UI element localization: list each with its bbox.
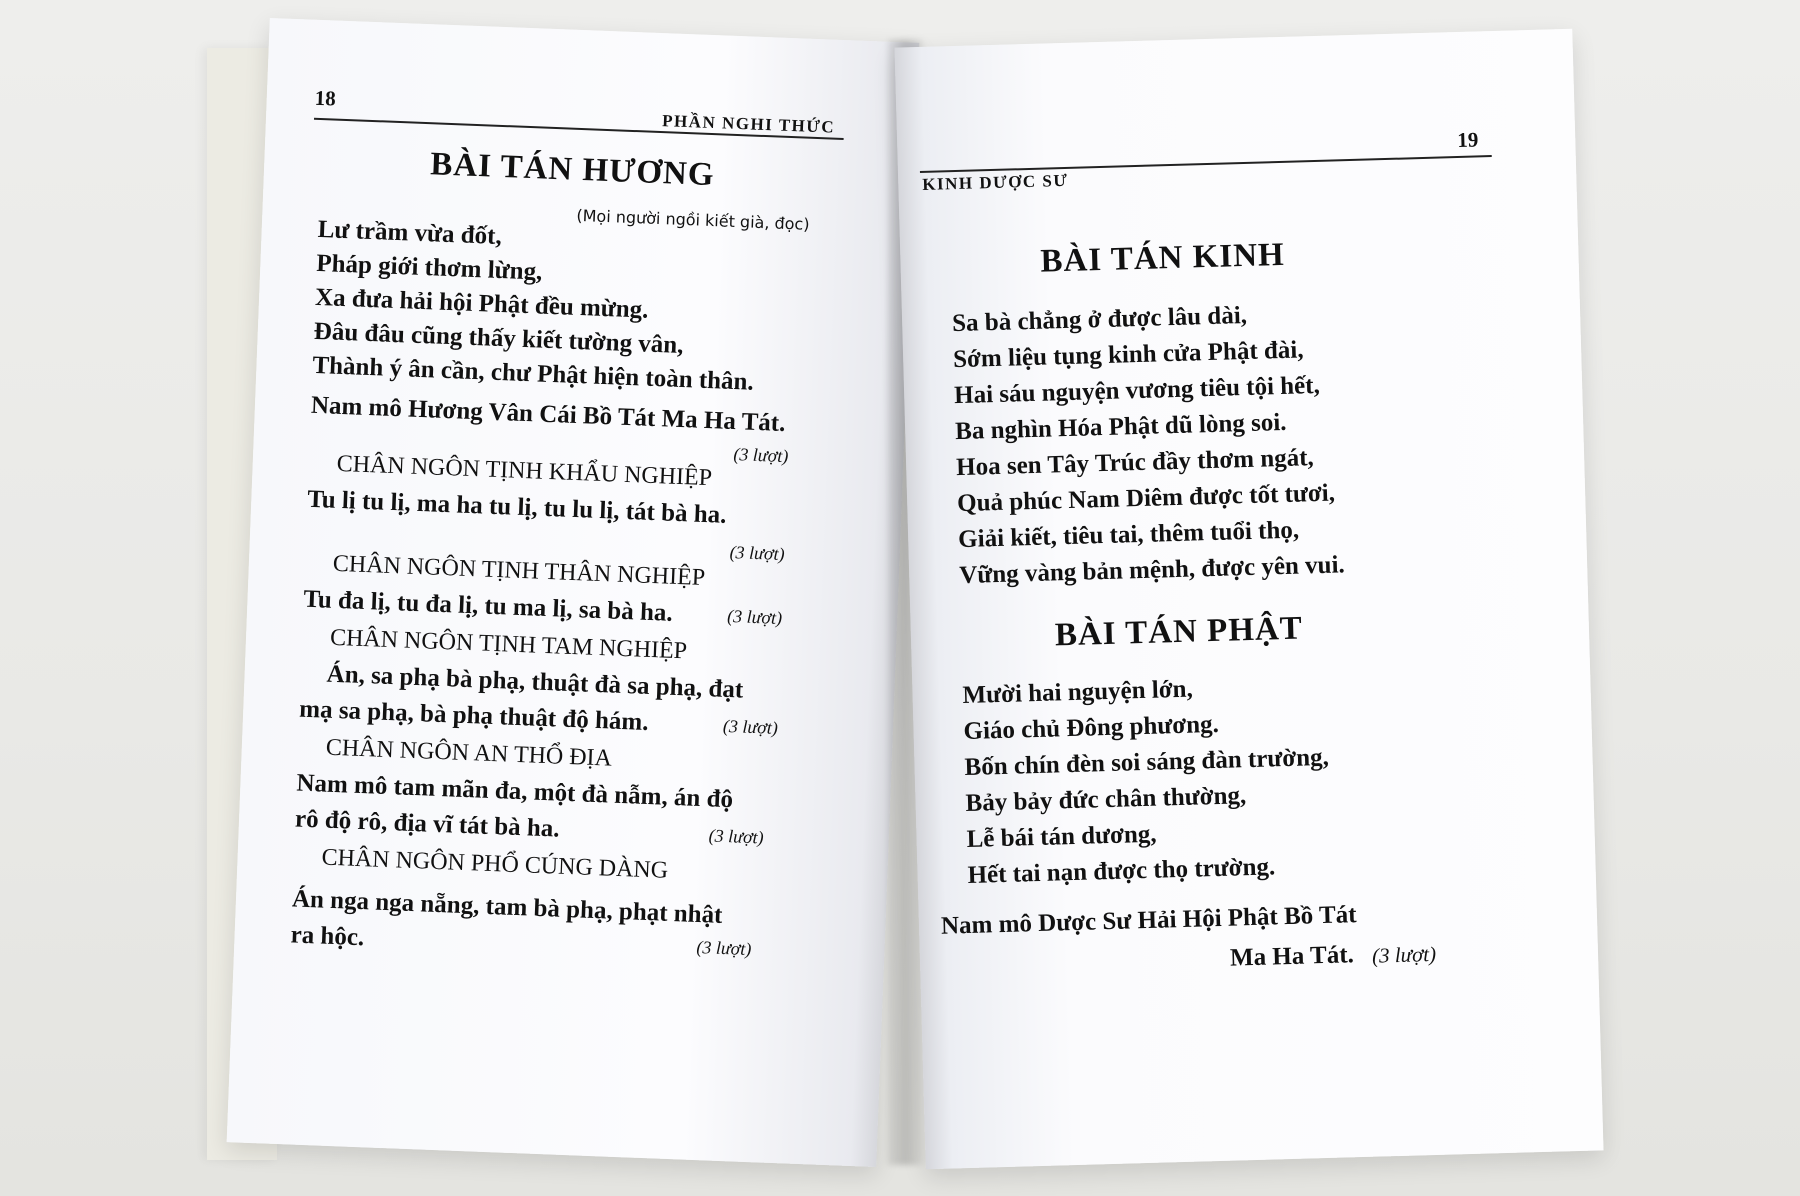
verse-line: Lễ bái tán dương,	[966, 820, 1157, 853]
right-page	[894, 29, 1603, 1169]
mantra-heading: CHÂN NGÔN PHỔ CÚNG DÀNG	[321, 844, 669, 884]
mantra-line: Án, sa phạ bà phạ, thuật đà sa phạ, đạt	[326, 660, 744, 704]
mantra-line: Tu đa lị, tu đa lị, tu ma lị, sa bà ha.	[303, 585, 674, 627]
verse-line: Mười hai nguyện lớn,	[962, 675, 1194, 710]
section-title-ban-tan-kinh: BÀI TÁN KINH	[1039, 236, 1286, 280]
repeat-note: (3 lượt)	[1371, 941, 1437, 968]
verse-line: Xa đưa hải hội Phật đều mừng.	[314, 283, 649, 324]
verse-line: Sớm liệu tụng kinh cửa Phật đài,	[952, 336, 1304, 374]
repeat-note: (3 lượt)	[696, 937, 752, 960]
mantra-heading: CHÂN NGÔN TỊNH KHẨU NGHIỆP	[336, 450, 713, 492]
repeat-note: (3 lượt)	[726, 605, 783, 629]
verse-line: Pháp giới thơm lừng,	[315, 249, 543, 286]
mantra-line: Nam mô tam mãn đa, một đà nẫm, án độ	[295, 769, 734, 814]
verse-line: Giáo chủ Đông phương.	[963, 710, 1220, 746]
mantra-heading: CHÂN NGÔN AN THỔ ĐỊA	[325, 734, 613, 772]
repeat-note: (3 lượt)	[708, 825, 765, 848]
running-header-right: KINH DƯỢC SƯ	[922, 170, 1069, 194]
mantra-line: rô độ rô, địa vĩ tát bà ha.	[294, 805, 561, 843]
mantra-heading: CHÂN NGÔN TỊNH TAM NGHIỆP	[329, 624, 688, 665]
section-title-ban-tan-phat: BÀI TÁN PHẬT	[1054, 610, 1304, 654]
verse-line: Hoa sen Tây Trúc đầy thơm ngát,	[955, 444, 1315, 482]
closing-line: Ma Ha Tát.	[1229, 941, 1355, 972]
verse-line: Ba nghìn Hóa Phật dũ lòng soi.	[954, 408, 1287, 446]
repeat-note: (3 lượt)	[722, 715, 779, 738]
mantra-line: mạ sa phạ, bà phạ thuật độ hám.	[298, 695, 650, 736]
mantra-line: ra hộc.	[290, 921, 365, 952]
verse-line: Vững vàng bản mệnh, được yên vui.	[958, 551, 1346, 590]
verse-line: Hai sáu nguyện vương tiêu tội hết,	[953, 371, 1321, 410]
verse-line: Đâu đâu cũng thấy kiết tường vân,	[313, 317, 684, 360]
verse-line: Hết tai nạn được thọ trường.	[967, 853, 1276, 889]
page-title-ban-tan-huong: BÀI TÁN HƯƠNG	[429, 146, 716, 194]
closing-line: Nam mô Dược Sư Hải Hội Phật Bồ Tát	[940, 901, 1357, 940]
verse-line: Bốn chín đèn soi sáng đàn trường,	[964, 743, 1330, 782]
verse-line: Sa bà chẳng ở được lâu dài,	[951, 301, 1248, 338]
running-header-left: PHẦN NGHI THỨC	[661, 111, 836, 137]
mantra-heading: CHÂN NGÔN TỊNH THÂN NGHIỆP	[332, 550, 706, 592]
page-number-left: 18	[314, 85, 337, 111]
verse-line: Bảy bảy đức chân thường,	[965, 782, 1247, 817]
instruction-text: (Mọi người ngồi kiết già, đọc)	[576, 205, 810, 234]
verse-line: Thành ý ân cần, chư Phật hiện toàn thân.	[312, 351, 755, 396]
page-number-right: 19	[1456, 127, 1479, 153]
verse-line: Giải kiết, tiêu tai, thêm tuổi thọ,	[957, 516, 1300, 554]
repeat-note: (3 lượt)	[729, 541, 785, 565]
verse-line: Nam mô Hương Vân Cái Bồ Tát Ma Ha Tát.	[310, 391, 786, 438]
repeat-note: (3 lượt)	[733, 444, 789, 467]
verse-line: Quả phúc Nam Diêm được tốt tươi,	[956, 479, 1336, 518]
left-page	[227, 18, 920, 1167]
mantra-line: Án nga nga nẵng, tam bà phạ, phạt nhật	[291, 885, 723, 929]
verse-line: Lư trầm vừa đốt,	[317, 215, 503, 250]
header-rule-right	[920, 155, 1492, 173]
mantra-line: Tu lị tu lị, ma ha tu lị, tu lu lị, tát bà ha.	[306, 485, 727, 529]
